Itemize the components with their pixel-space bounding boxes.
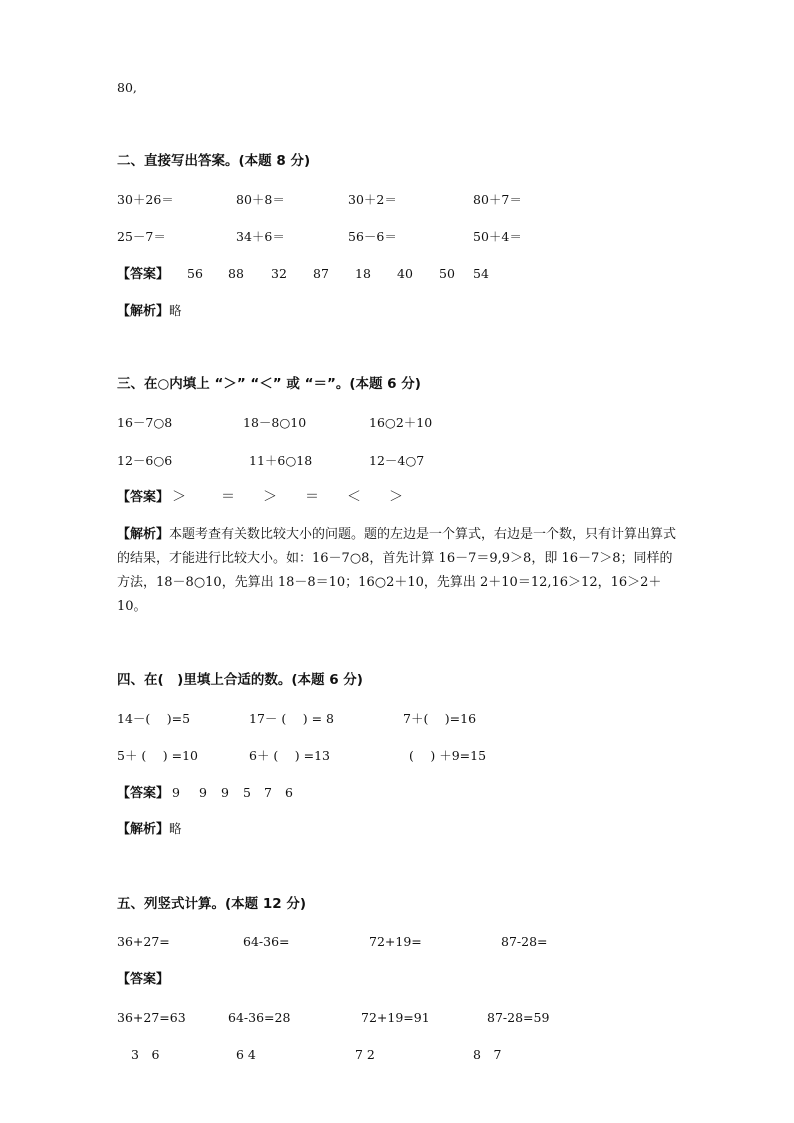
s2-problem: 56－6＝ <box>348 229 397 244</box>
s4-answer: 9 <box>221 785 229 800</box>
s4-answer-tag: 【答案】 <box>117 786 170 801</box>
s5-vertical-digits: 3 6 <box>131 1047 160 1062</box>
s5-problem: 64-36= <box>243 934 290 949</box>
s5-vertical-digits: 6 4 <box>236 1047 256 1062</box>
s5-result: 72+19=91 <box>361 1010 430 1025</box>
s5-problem: 87-28= <box>501 934 548 949</box>
s4-answer: 6 <box>285 785 293 800</box>
s4-analysis <box>117 823 182 836</box>
s2-answer: 32 <box>271 266 287 281</box>
s3-problem: 18－8○10 <box>243 415 307 430</box>
s5-result: 36+27=63 <box>117 1010 186 1025</box>
s4-problem: 14－( )=5 <box>117 711 191 726</box>
s5-result: 87-28=59 <box>487 1010 550 1025</box>
s4-problem: 17－ ( ) = 8 <box>249 711 334 726</box>
s3-analysis-tag: 【解析】 <box>117 527 170 542</box>
s3-problem: 12－6○6 <box>117 453 173 468</box>
s3-analysis <box>117 523 683 619</box>
s4-answer: 7 <box>264 785 272 800</box>
s3-answer: ＞ <box>263 489 277 505</box>
s5-problem: 36+27= <box>117 934 170 949</box>
s2-answer: 40 <box>397 266 413 281</box>
s2-problem: 25－7＝ <box>117 229 166 244</box>
s2-problem: 80＋7＝ <box>473 192 522 207</box>
s5-vertical-digits: 8 7 <box>473 1047 502 1062</box>
s2-answer: 87 <box>313 266 329 281</box>
s2-answer: 88 <box>228 266 244 281</box>
s4-problem: ( ) ＋9=15 <box>409 748 487 763</box>
s3-answer: ＝ <box>221 489 235 505</box>
s3-problem: 16－7○8 <box>117 415 173 430</box>
s2-answer: 54 <box>473 266 489 281</box>
s3-problem: 12－4○7 <box>369 453 425 468</box>
s5-vertical-digits: 7 2 <box>355 1047 375 1062</box>
s5-problem: 72+19= <box>369 934 422 949</box>
s5-result: 64-36=28 <box>228 1010 291 1025</box>
s3-answer-tag: 【答案】 <box>117 490 170 505</box>
section-4-heading: 四、在( )里填上合适的数。(本题 6 分) <box>117 672 363 688</box>
s4-analysis-text: 略 <box>169 821 182 836</box>
s2-analysis-tag: 【解析】 <box>117 304 170 319</box>
s3-analysis-text: 本题考查有关数比较大小的问题。题的左边是一个算式，右边是一个数，只有计算出算式的结果，才能进行比较大小。如：16－7○8，首先计算 16－7＝9,9＞8，即 16－7＞8；同样的方法，18－8○10，先算出 18－8＝10；16○2＋10，先算出 2＋10＝12,16＞12，16＞2＋10。 <box>117 527 677 614</box>
s3-answer: ＞ <box>389 489 403 505</box>
s5-answer-tag: 【答案】 <box>117 972 170 987</box>
s3-answer: ＞ <box>172 489 186 505</box>
s2-problem: 80＋8＝ <box>236 192 285 207</box>
s4-answer: 9 <box>172 785 180 800</box>
s4-analysis-tag: 【解析】 <box>117 822 170 837</box>
s2-answer-tag: 【答案】 <box>117 267 170 282</box>
s2-answer: 56 <box>187 266 203 281</box>
s2-problem: 50＋4＝ <box>473 229 522 244</box>
section-2-heading: 二、直接写出答案。(本题 8 分) <box>117 153 311 169</box>
s4-answer: 9 <box>199 785 207 800</box>
s3-problem: 16○2＋10 <box>369 415 433 430</box>
s4-problem: 7＋( )=16 <box>403 711 477 726</box>
top-line: 80, <box>117 80 137 95</box>
s2-answer: 18 <box>355 266 371 281</box>
s2-analysis-text: 略 <box>169 303 182 318</box>
s3-problem: 11＋6○18 <box>249 453 313 468</box>
section-3-heading: 三、在○内填上 “＞” “＜” 或 “＝”。(本题 6 分) <box>117 376 421 392</box>
s3-answer: ＝ <box>305 489 319 505</box>
s2-problem: 30＋26＝ <box>117 192 174 207</box>
s3-answer: ＜ <box>347 489 361 505</box>
s4-problem: 6＋ ( ) =13 <box>249 748 331 763</box>
s2-problem: 30＋2＝ <box>348 192 397 207</box>
s2-analysis <box>117 305 182 318</box>
s4-problem: 5＋ ( ) =10 <box>117 748 199 763</box>
s2-problem: 34＋6＝ <box>236 229 285 244</box>
section-5-heading: 五、列竖式计算。(本题 12 分) <box>117 896 307 912</box>
s4-answer: 5 <box>243 785 251 800</box>
s2-answer: 50 <box>439 266 455 281</box>
